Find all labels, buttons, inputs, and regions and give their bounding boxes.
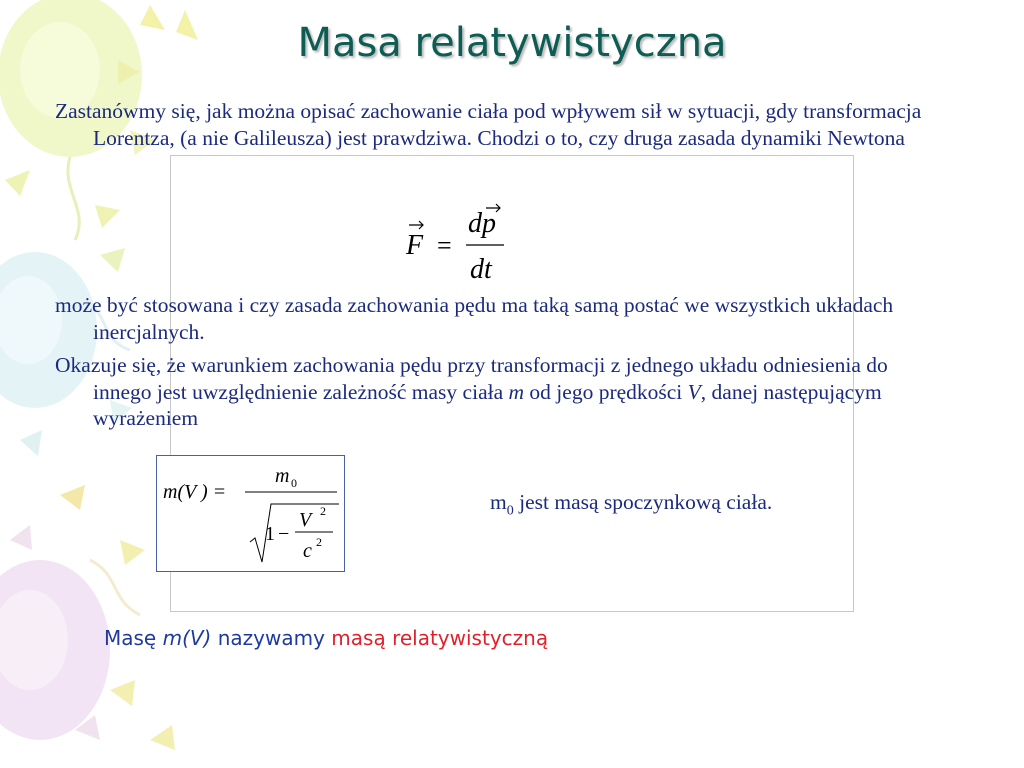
relativistic-mass-equation xyxy=(157,456,344,571)
para3-text-b: od jego prędkości xyxy=(524,379,688,404)
definition-highlight: masą relatywistyczną xyxy=(331,626,549,650)
definition-text-b: nazywamy xyxy=(211,626,332,650)
para3-m: m xyxy=(508,379,525,404)
relativistic-mass-equation-box xyxy=(156,455,345,572)
eq2-one: 1 xyxy=(265,523,275,545)
eq2-V: V xyxy=(299,509,312,531)
eq2-numerator: m xyxy=(275,465,290,487)
definition-mv: m(V) xyxy=(162,626,212,650)
para3-v: V xyxy=(687,379,701,404)
vector-arrow-icon xyxy=(409,221,423,229)
rest-mass-subscript: 0 xyxy=(506,503,514,519)
eq2-c-exponent: 2 xyxy=(316,535,322,549)
eq2-V-exponent: 2 xyxy=(320,504,326,518)
paragraph-mass-dependence xyxy=(55,352,943,432)
para3-text-c: , danej następującym wyrażeniem xyxy=(93,379,882,430)
eq2-minus: − xyxy=(278,523,290,545)
eq2-c: c xyxy=(303,540,312,562)
newton-second-law-equation xyxy=(404,200,514,290)
para3-text-a: Okazuje się, że warunkiem zachowania pędu przy transformacji z jednego układu odniesienia do innego jest uwzględnienie zależność masy ciała xyxy=(55,353,888,404)
eq1-denominator: dt xyxy=(470,254,492,285)
rest-mass-note xyxy=(490,490,772,519)
paragraph-momentum: może być stosowana i czy zasada zachowania pędu ma taką samą postać we wszystkich układach inercjalnych. xyxy=(55,293,894,344)
eq1-numerator: dp xyxy=(468,208,496,239)
slide-title: Masa relatywistyczna xyxy=(297,20,727,66)
rest-mass-text: jest masą spoczynkową ciała. xyxy=(513,490,773,514)
eq1-equals: = xyxy=(437,231,452,260)
paragraph-intro: Zastanówmy się, jak można opisać zachowanie ciała pod wpływem sił w sytuacji, gdy transformacja Lorentza, (a nie Galileusza) jest prawdziwa. Chodzi o to, czy druga zasada dynamiki Newtona xyxy=(55,99,922,150)
eq1-F: F xyxy=(406,230,424,261)
rest-mass-symbol: m xyxy=(490,490,507,514)
definition-line xyxy=(104,626,548,650)
definition-text-a: Masę xyxy=(104,626,163,650)
eq2-lhs: m(V ) = xyxy=(163,481,227,503)
eq2-numerator-sub: 0 xyxy=(291,476,297,490)
